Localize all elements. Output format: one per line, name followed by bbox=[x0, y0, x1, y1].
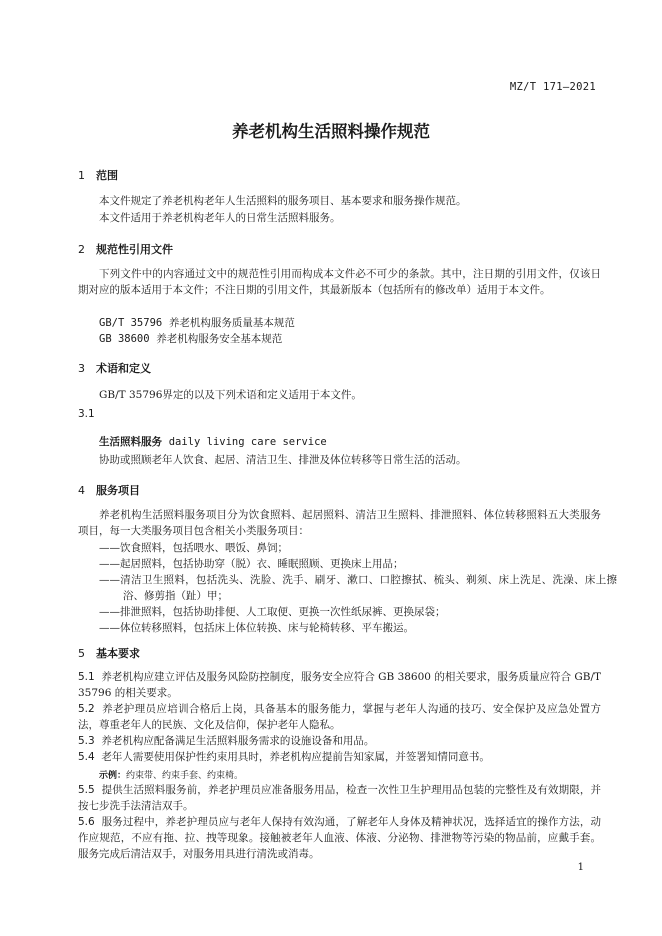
list-item: ——起居照料，包括协助穿（脱）衣、睡眠照顾、更换床上用品； bbox=[99, 558, 404, 570]
clause-number: 5.3 bbox=[78, 735, 95, 747]
clause-5-1 bbox=[78, 669, 601, 701]
section-4-heading bbox=[78, 482, 140, 498]
reference-entry bbox=[99, 315, 295, 331]
paragraph: 养老机构生活照料服务项目分为饮食照料、起居照料、清洁卫生照料、排泄照料、体位转移照料五大类服务项目，每一大类服务项目包含相关小类服务项目： bbox=[78, 509, 601, 537]
reference-code: GB 38600 bbox=[99, 333, 150, 345]
page-number: 1 bbox=[577, 862, 584, 873]
section-title: 规范性引用文件 bbox=[96, 243, 173, 256]
paragraph: GB/T 35796界定的以及下列术语和定义适用于本文件。 bbox=[99, 389, 362, 401]
section-5-heading bbox=[78, 645, 140, 661]
clause-5-5 bbox=[78, 782, 601, 814]
clause-number: 5.1 bbox=[78, 671, 95, 683]
section-2-heading bbox=[78, 241, 173, 257]
term-english: daily living care service bbox=[168, 436, 327, 448]
clause-text: 养老机构应配备满足生活照料服务需求的设施设备和用品。 bbox=[101, 735, 375, 747]
section-title: 基本要求 bbox=[96, 647, 140, 660]
term-number: 3.1 bbox=[78, 408, 95, 420]
clause-number: 5.2 bbox=[78, 703, 95, 715]
list-item: ——清洁卫生照料，包括洗头、洗脸、洗手、刷牙、漱口、口腔擦拭、梳头、剃须、床上洗足、洗澡、床上擦浴、修剪指（趾）甲； bbox=[99, 574, 617, 602]
example-text: 约束带、约束手套、约束椅。 bbox=[126, 771, 244, 781]
paragraph: 本文件规定了养老机构老年人生活照料的服务项目、基本要求和服务操作规范。 bbox=[99, 195, 467, 207]
section-number: 5 bbox=[78, 647, 85, 660]
document-code: MZ/T 171—2021 bbox=[509, 81, 596, 93]
clause-number: 5.6 bbox=[78, 816, 95, 828]
reference-title: 养老机构服务质量基本规范 bbox=[168, 317, 295, 329]
page-title: 养老机构生活照料操作规范 bbox=[232, 122, 430, 141]
list-item: ——体位转移照料，包括床上体位转换、床与轮椅转移、平车搬运。 bbox=[99, 622, 414, 634]
clause-number: 5.4 bbox=[78, 751, 95, 763]
section-number: 4 bbox=[78, 484, 85, 497]
section-title: 术语和定义 bbox=[96, 362, 151, 375]
example-note bbox=[99, 768, 243, 781]
list-item: ——饮食照料，包括喂水、喂饭、鼻饲； bbox=[99, 542, 288, 554]
example-label: 示例： bbox=[99, 771, 127, 781]
section-number: 1 bbox=[78, 169, 85, 182]
term-chinese: 生活照料服务 bbox=[99, 436, 162, 448]
section-1-heading bbox=[78, 167, 118, 183]
list-item: ——排泄照料，包括协助排便、人工取便、更换一次性纸尿裤、更换尿袋； bbox=[99, 606, 446, 618]
clause-text: 养老护理员应培训合格后上岗，具备基本的服务能力，掌握与老年人沟通的技巧、安全保护及应急处置方法，尊重老年人的民族、文化及信仰，保护老年人隐私。 bbox=[78, 703, 601, 731]
clause-5-3 bbox=[78, 733, 601, 749]
clause-5-2 bbox=[78, 701, 601, 733]
clause-text: 提供生活照料服务前，养老护理员应准备服务用品，检查一次性卫生护理用品包装的完整性及有效期限，并按七步洗手法清洁双手。 bbox=[78, 784, 601, 812]
clause-number: 5.5 bbox=[78, 784, 95, 796]
reference-entry bbox=[99, 331, 282, 347]
section-number: 2 bbox=[78, 243, 85, 256]
reference-code: GB/T 35796 bbox=[99, 317, 163, 329]
clause-text: 老年人需要使用保护性约束用具时，养老机构应提前告知家属，并签署知情同意书。 bbox=[101, 751, 490, 763]
clause-5-4 bbox=[78, 749, 601, 765]
reference-title: 养老机构服务安全基本规范 bbox=[156, 333, 283, 345]
term-heading bbox=[99, 434, 327, 449]
section-title: 范围 bbox=[96, 169, 118, 182]
term-definition: 协助或照顾老年人饮食、起居、清洁卫生、排泄及体位转移等日常生活的活动。 bbox=[99, 454, 467, 466]
clause-text: 养老机构应建立评估及服务风险防控制度，服务安全应符合 GB 38600 的相关要求，服务质量应符合 GB/T 35796 的相关要求。 bbox=[78, 671, 601, 699]
section-3-heading bbox=[78, 360, 151, 376]
section-number: 3 bbox=[78, 362, 85, 375]
paragraph: 下列文件中的内容通过文中的规范性引用而构成本文件必不可少的条款。其中，注日期的引用文件，仅该日期对应的版本适用于本文件；不注日期的引用文件，其最新版本（包括所有的修改单）适用于本文件。 bbox=[78, 268, 601, 296]
clause-text: 服务过程中，养老护理员应与老年人保持有效沟通，了解老年人身体及精神状况，选择适宜的操作方法，动作应规范，不应有拖、拉、拽等现象。接触被老年人血液、体液、分泌物、排泄物等污染的物品前，应戴手套。服务完成后清洁双手，对服务用具进行清洗或消毒。 bbox=[78, 816, 601, 860]
paragraph: 本文件适用于养老机构老年人的日常生活照料服务。 bbox=[99, 212, 341, 224]
section-title: 服务项目 bbox=[96, 484, 140, 497]
clause-5-6 bbox=[78, 814, 601, 862]
